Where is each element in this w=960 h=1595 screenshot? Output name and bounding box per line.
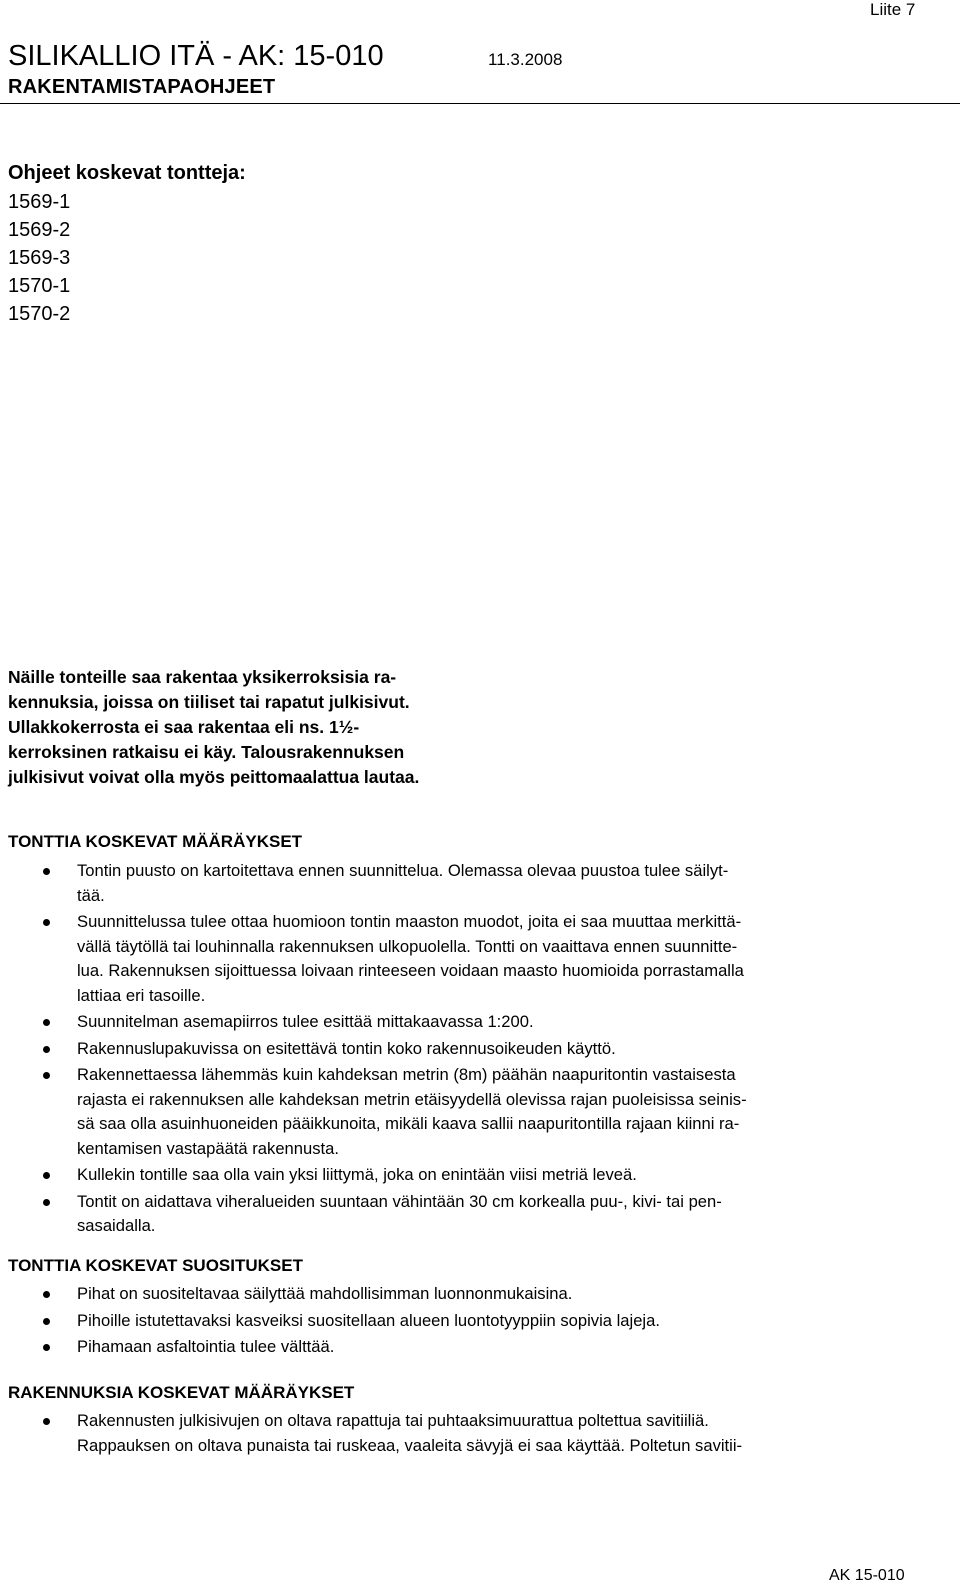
intro-line: kerroksinen ratkaisu ei käy. Talousrakennuksen — [8, 742, 405, 762]
bullet-icon — [43, 1199, 50, 1206]
bullet-icon — [43, 868, 50, 875]
list-item: Rakennusten julkisivujen on oltava rapattuja tai puhtaaksimuurattua poltettua savitiiliä. Rappauksen on oltava punaista tai ruskeaa, vaaleita sävyjä ei saa käyttää. Poltetun savitii- — [8, 1409, 943, 1458]
lot-regulations-list — [8, 859, 943, 1241]
header-divider — [0, 103, 960, 104]
list-item: Kullekin tontille saa olla vain yksi liittymä, joka on enintään viisi metriä leveä. — [8, 1163, 943, 1188]
bullet-icon — [43, 1418, 50, 1425]
bullet-icon — [43, 1318, 50, 1325]
lots-list — [8, 188, 70, 328]
intro-paragraph — [8, 665, 478, 790]
building-regulations-list — [8, 1409, 943, 1460]
title-row — [8, 40, 562, 73]
list-item: Rakennuslupakuvissa on esitettävä tontin koko rakennusoikeuden käyttö. — [8, 1037, 943, 1062]
bullet-icon — [43, 1046, 50, 1053]
lot-item: 1569-1 — [8, 191, 71, 213]
intro-line: kennuksia, joissa on tiiliset tai rapatut julkisivut. — [8, 692, 410, 712]
list-item: Suunnittelussa tulee ottaa huomioon tontin maaston muodot, joita ei saa muuttaa merkittä- vällä täytöllä tai louhinnalla rakennuksen ulkopuolella. Tontti on vaaittava ennen suunnitte- lua. Rakennuksen sijoittuessa loivaan rinteeseen voidaan maasto huomioida porrastamalla lattiaa eri tasoille. — [8, 910, 943, 1008]
lot-recommendations-list — [8, 1282, 943, 1362]
lot-item: 1569-2 — [8, 219, 71, 241]
section-heading-lot-regulations: TONTTIA KOSKEVAT MÄÄRÄYKSET — [8, 832, 303, 851]
bullet-icon — [43, 1019, 50, 1026]
section-heading-building-regulations: RAKENNUKSIA KOSKEVAT MÄÄRÄYKSET — [8, 1383, 355, 1402]
list-item: Tontin puusto on kartoitettava ennen suunnittelua. Olemassa olevaa puustoa tulee säilyt- tää. — [8, 859, 943, 908]
bullet-icon — [43, 919, 50, 926]
list-item: Suunnitelman asemapiirros tulee esittää mittakaavassa 1:200. — [8, 1010, 943, 1035]
list-item: Pihat on suositeltavaa säilyttää mahdollisimman luonnonmukaisina. — [8, 1282, 943, 1307]
lots-heading: Ohjeet koskevat tontteja: — [8, 162, 246, 184]
list-item: Pihamaan asfaltointia tulee välttää. — [8, 1335, 943, 1360]
lot-item: 1569-3 — [8, 247, 71, 269]
bullet-icon — [43, 1072, 50, 1079]
list-item: Pihoille istutettavaksi kasveiksi suositellaan alueen luontotyyppiin sopivia lajeja. — [8, 1309, 943, 1334]
intro-line: julkisivut voivat olla myös peittomaalattua lautaa. — [8, 767, 420, 787]
intro-line: Näille tonteille saa rakentaa yksikerroksisia ra- — [8, 667, 397, 687]
section-heading-lot-recommendations: TONTTIA KOSKEVAT SUOSITUKSET — [8, 1256, 303, 1275]
document-subtitle: RAKENTAMISTAPAOHJEET — [8, 76, 276, 98]
lot-item: 1570-2 — [8, 303, 71, 325]
bullet-icon — [43, 1291, 50, 1298]
bullet-icon — [43, 1344, 50, 1351]
lot-item: 1570-1 — [8, 275, 71, 297]
intro-line: Ullakkokerrosta ei saa rakentaa eli ns. 1½- — [8, 717, 360, 737]
document-date: 11.3.2008 — [488, 50, 563, 69]
footer-code: AK 15-010 — [829, 1567, 905, 1584]
bullet-icon — [43, 1172, 50, 1179]
document-title: SILIKALLIO ITÄ - AK: 15-010 — [8, 40, 384, 72]
appendix-label: Liite 7 — [870, 0, 916, 19]
list-item: Rakennettaessa lähemmäs kuin kahdeksan metrin (8m) päähän naapuritontin vastaisesta rajasta ei rakennuksen alle kahdeksan metrin etäisyydellä olevissa rajan puoleisissa seinis- sä saa olla asuinhuoneiden pääikkunoita, mikäli kaava sallii naapuritontilla rajaan kiinni ra- kentamisen vastapäätä rakennusta. — [8, 1063, 943, 1161]
list-item: Tontit on aidattava viheralueiden suuntaan vähintään 30 cm korkealla puu-, kivi- tai pen- sasaidalla. — [8, 1190, 943, 1239]
